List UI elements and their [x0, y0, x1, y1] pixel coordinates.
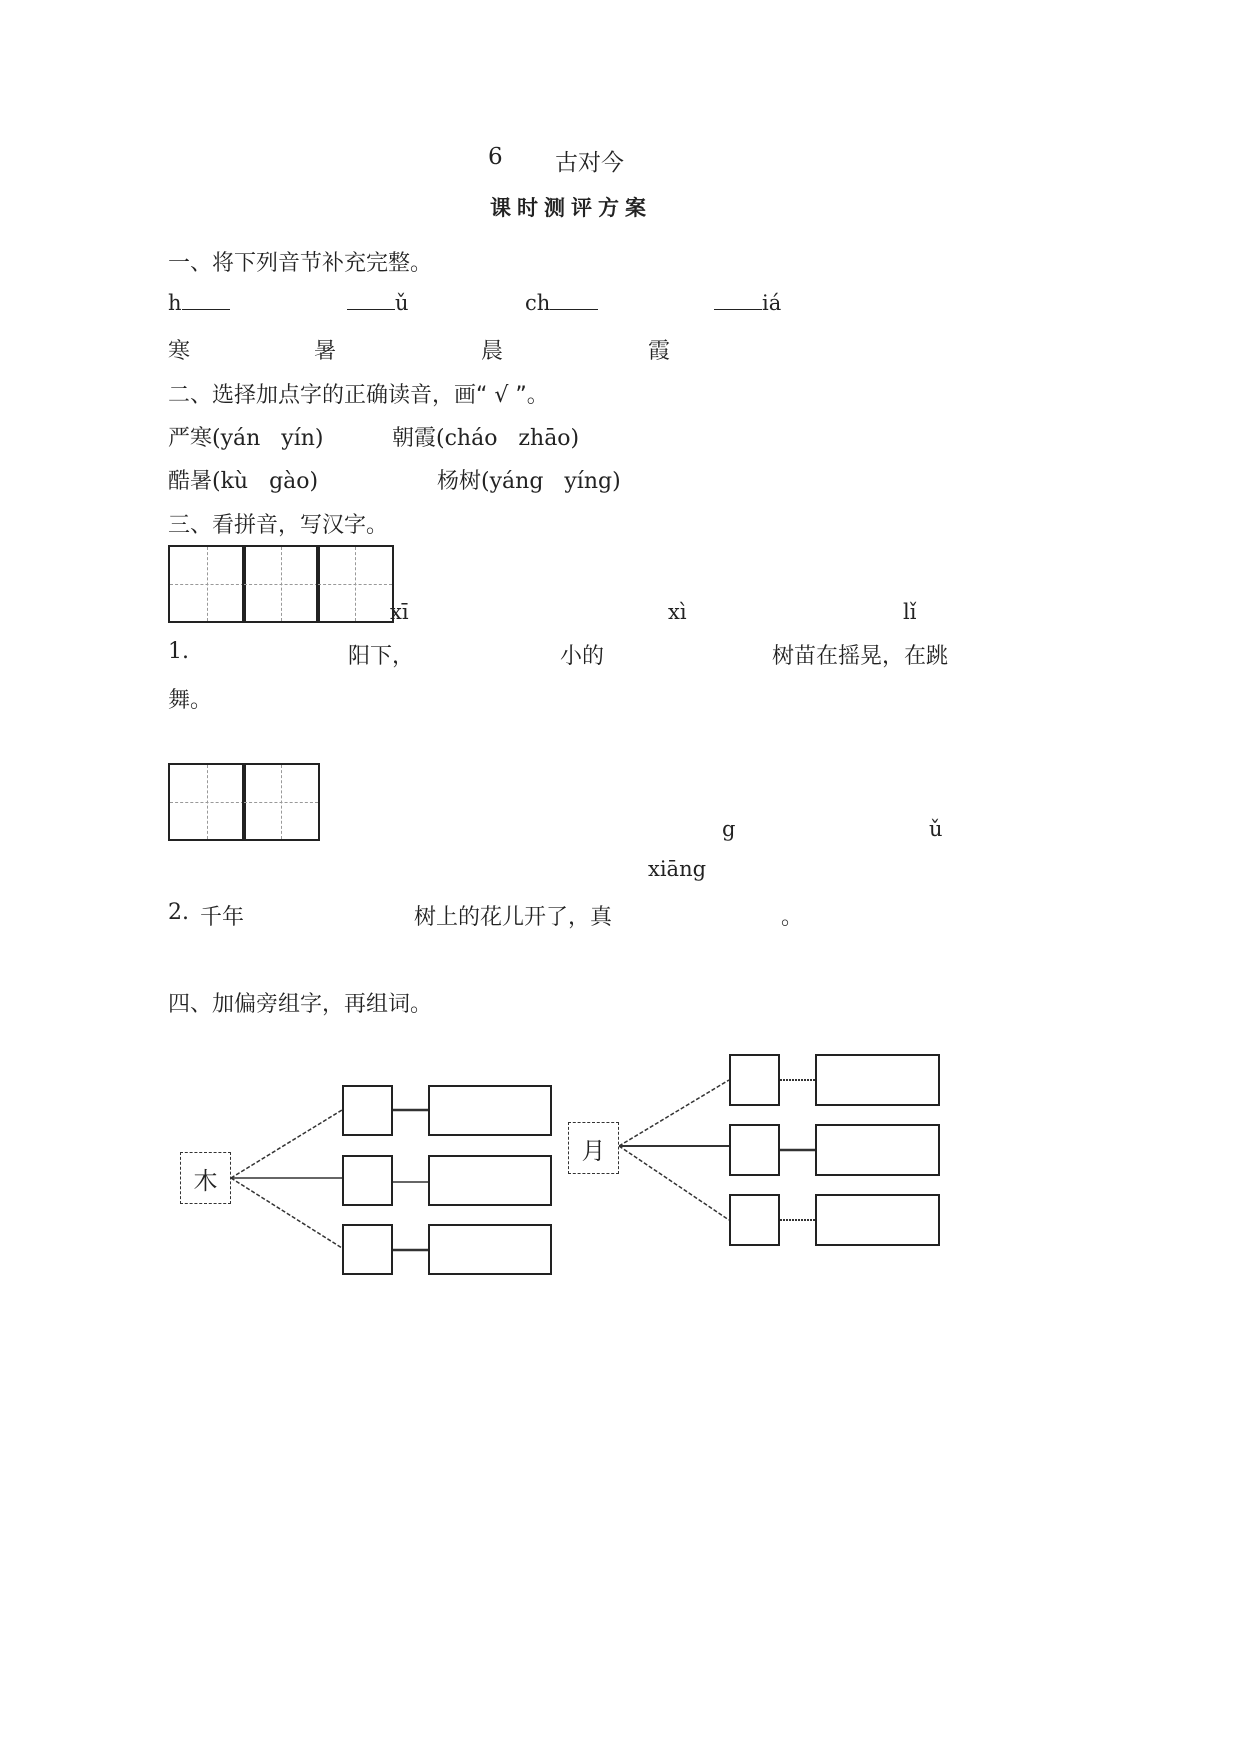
syllable-prefix: ch [525, 291, 551, 315]
word-input-box[interactable] [428, 1085, 552, 1136]
syllable-item-4 [714, 291, 781, 315]
syllable-char-1: 寒 [168, 339, 191, 364]
fill-blank[interactable] [182, 291, 230, 310]
word-input-box[interactable] [815, 1194, 940, 1246]
char-input-box[interactable] [729, 1194, 780, 1246]
question-number-1: 1. [168, 639, 189, 664]
reading-item-3 [168, 464, 318, 495]
sentence-part: 树上的花儿开了，真 [414, 905, 613, 930]
syllable-item-1 [168, 291, 230, 315]
reading-item-2 [392, 421, 579, 452]
radical-root-mu: 木 [180, 1152, 231, 1204]
syllable-prefix: h [168, 291, 182, 315]
sentence-continuation: 舞。 [168, 688, 213, 713]
syllable-char-3: 晨 [481, 339, 504, 364]
writing-grid[interactable] [168, 545, 246, 623]
sentence-part: 树苗在摇晃，在跳 [772, 644, 949, 669]
writing-grid[interactable] [316, 545, 394, 623]
section4-heading: 四、加偏旁组字，再组词。 [168, 992, 433, 1017]
word-input-box[interactable] [428, 1224, 552, 1275]
pinyin-hint-4: g [722, 817, 736, 841]
word-input-box[interactable] [428, 1155, 552, 1206]
pinyin-hint-2: xì [668, 600, 687, 624]
section3-heading: 三、看拼音，写汉字。 [168, 513, 389, 538]
syllable-char-4: 霞 [648, 339, 671, 364]
reading-word: 严寒 [168, 426, 213, 451]
question-number-2: 2. [168, 900, 189, 925]
reading-word: 朝霞 [392, 426, 437, 451]
pinyin-hint-1: xī [390, 600, 409, 624]
reading-item-4 [437, 464, 621, 495]
sentence-part: 千年 [200, 905, 245, 930]
reading-word: 杨树 [437, 469, 482, 494]
radical-root-yue: 月 [568, 1122, 619, 1174]
page-subtitle: 课时测评方案 [490, 195, 652, 220]
lesson-title: 古对今 [555, 150, 624, 176]
reading-options[interactable]: (cháo zhāo) [436, 426, 580, 451]
syllable-suffix: ǔ [395, 291, 409, 315]
syllable-item-2 [347, 291, 409, 315]
pinyin-hint-6: xiāng [648, 857, 707, 881]
syllable-char-2: 暑 [314, 339, 337, 364]
lesson-number: 6 [488, 144, 503, 170]
char-input-box[interactable] [342, 1085, 393, 1136]
writing-grid[interactable] [168, 763, 246, 841]
reading-options[interactable]: (yáng yíng) [481, 469, 621, 494]
syllable-suffix: iá [762, 291, 782, 315]
fill-blank[interactable] [714, 291, 762, 310]
reading-item-1 [168, 421, 324, 452]
pinyin-hint-5: ǔ [929, 817, 943, 841]
char-input-box[interactable] [342, 1155, 393, 1206]
pinyin-hint-3: lǐ [903, 600, 917, 624]
char-input-box[interactable] [729, 1124, 780, 1176]
fill-blank[interactable] [550, 291, 598, 310]
writing-grid[interactable] [242, 545, 320, 623]
word-input-box[interactable] [815, 1124, 940, 1176]
sentence-part: 。 [781, 905, 804, 930]
fill-blank[interactable] [347, 291, 395, 310]
char-input-box[interactable] [342, 1224, 393, 1275]
writing-grid[interactable] [242, 763, 320, 841]
word-input-box[interactable] [815, 1054, 940, 1106]
sentence-part: 阳下， [348, 644, 415, 669]
reading-options[interactable]: (yán yín) [212, 426, 324, 451]
syllable-item-3 [525, 291, 598, 315]
char-input-box[interactable] [729, 1054, 780, 1106]
sentence-part: 小的 [560, 644, 605, 669]
section1-heading: 一、将下列音节补充完整。 [168, 251, 433, 276]
reading-word: 酷暑 [168, 469, 213, 494]
reading-options[interactable]: (kù gào) [212, 469, 319, 494]
section2-heading: 二、选择加点字的正确读音，画“ √ ”。 [168, 383, 549, 408]
